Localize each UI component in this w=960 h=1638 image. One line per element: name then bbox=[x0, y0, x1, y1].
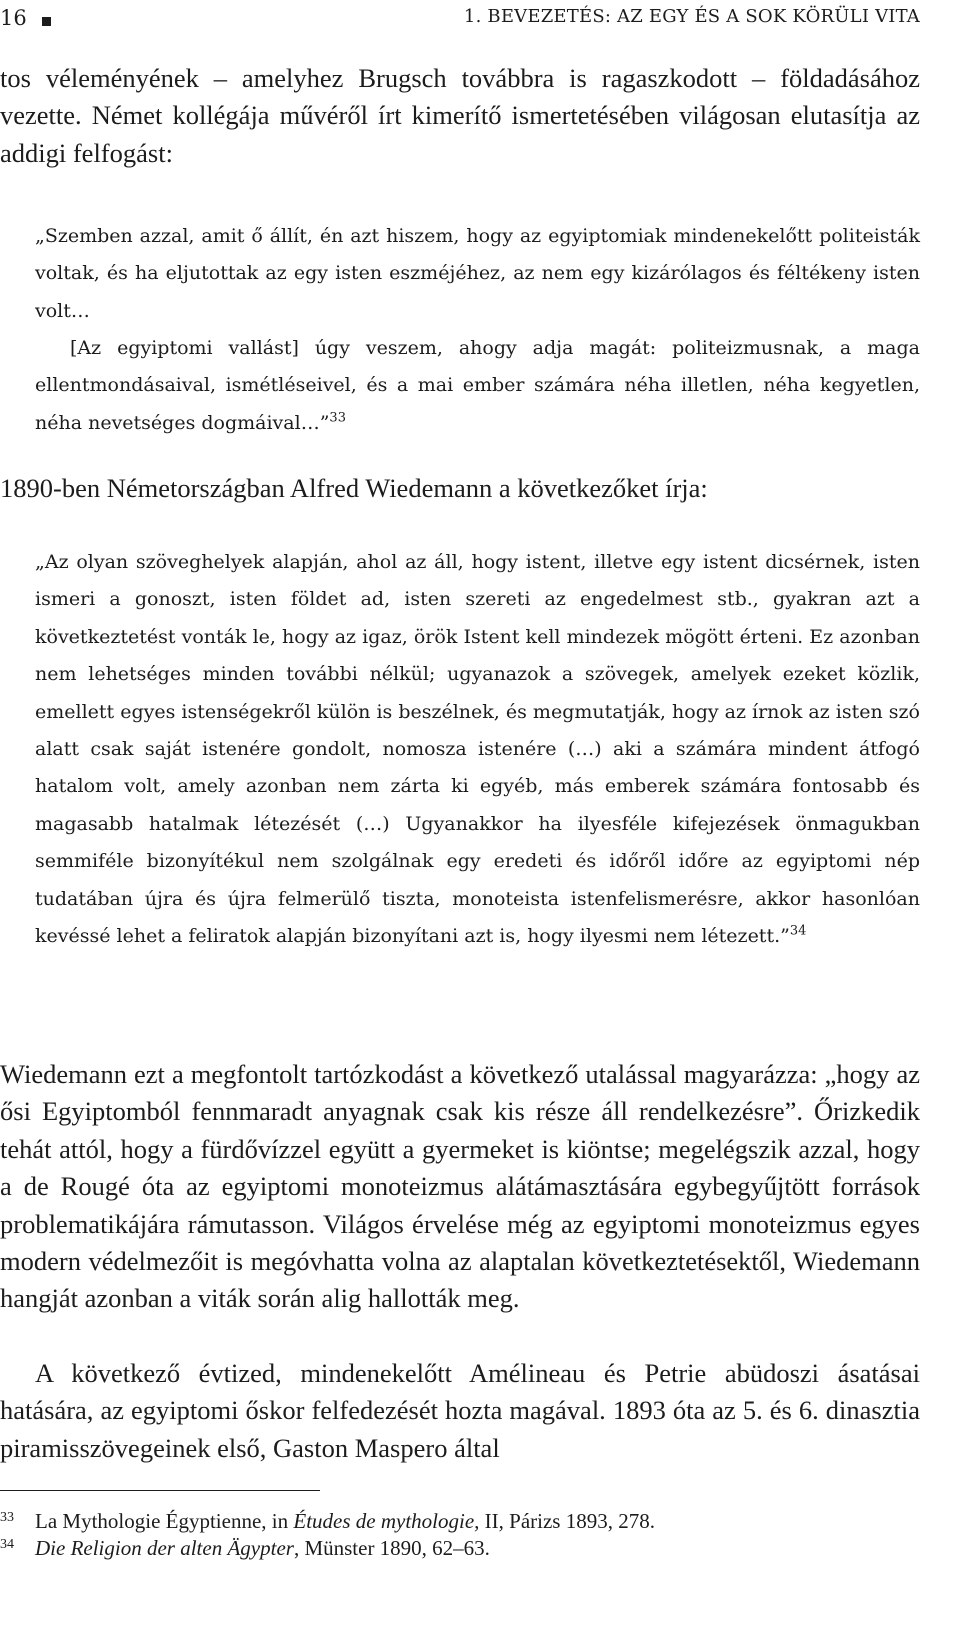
footnote-34-number: 34 bbox=[0, 1537, 14, 1552]
quote-2 bbox=[35, 544, 920, 955]
footnote-34 bbox=[0, 1535, 920, 1561]
footnote-33-pre: La Mythologie Égyptienne, in bbox=[35, 1509, 294, 1533]
body-paragraph-4: A következő évtized, mindenekelőtt Amélineau és Petrie abüdoszi ásatásai hatására, az egyiptomi őskor felfedezését hozta magával. 1893 óta az 5. és 6. dinasztia piramisszövegeinek első, Gaston Maspero által bbox=[0, 1358, 920, 1463]
quote-1-part-1: „Szemben azzal, amit ő állít, én azt hiszem, hogy az egyiptomiak mindenekelőtt politeisták voltak, és ha eljutottak az egy isten eszméjéhez, az nem egy kizárólagos és féltékeny isten volt… bbox=[35, 225, 920, 322]
body-paragraph-1: tos véleményének – amelyhez Brugsch továbbra is ragaszkodott – földadásához vezette. Német kollégája művéről írt kimerítő ismertetésében világosan elutasítja az addigi felfogást: bbox=[0, 63, 920, 168]
running-title: 1. BEVEZETÉS: AZ EGY ÉS A SOK KÖRÜLI VITA bbox=[463, 6, 920, 27]
footnote-33 bbox=[0, 1508, 920, 1534]
footnote-34-post: , Münster 1890, 62–63. bbox=[293, 1536, 490, 1560]
quote-1-part-2-text: [Az egyiptomi vallást] úgy veszem, ahogy adja magát: politeizmusnak, a maga ellentmondásaival, ismétléseivel, és a mai ember számára néha illetlen, néha kegyetlen, néha nevetséges dogmáival…” bbox=[35, 337, 920, 434]
footnote-33-title: Études de mythologie, bbox=[293, 1509, 480, 1533]
footnote-33-number: 33 bbox=[0, 1510, 14, 1525]
body-paragraph-2: 1890-ben Németországban Alfred Wiedemann a következőket írja: bbox=[0, 473, 708, 503]
footnote-34-title: Die Religion der alten Ägypter bbox=[35, 1536, 294, 1560]
footnote-33-post: II, Párizs 1893, 278. bbox=[479, 1509, 655, 1533]
footnote-ref-34[interactable]: 34 bbox=[789, 923, 807, 939]
quote-1-part-2 bbox=[35, 330, 920, 442]
footnote-separator bbox=[0, 1490, 320, 1491]
running-header bbox=[0, 6, 920, 36]
page-number: 16 bbox=[0, 6, 27, 30]
header-square-bullet bbox=[42, 17, 51, 26]
body-paragraph-3: Wiedemann ezt a megfontolt tartózkodást a következő utalással magyarázza: „hogy az ősi Egyiptomból fennmaradt anyagnak csak kis része áll rendelkezésre”. Őrizkedik tehát attól, hogy a fürdővízzel együtt a gyermeket is kiöntse; megelégszik azzal, hogy a de Rougé óta az egyiptomi monoteizmus alátámasztására egybegyűjtött források problematikájára rámutasson. Világos érvelése még az egyiptomi monoteizmus egyes modern védelmezőit is megóvhatta volna az alaptalan következtetésektől, Wiedemann hangját azonban a viták során alig hallották meg. bbox=[0, 1059, 920, 1314]
footnote-ref-33[interactable]: 33 bbox=[329, 410, 346, 426]
quote-2-text: „Az olyan szöveghelyek alapján, ahol az áll, hogy istent, illetve egy istent dicsérnek, isten ismeri a gonoszt, isten földet ad, isten szereti az engedelmest stb., gyakran azt a következtetést vonták le, hogy az igaz, örök Istent kell mindezek mögött érteni. Ez azonban nem lehetséges minden további nélkül; ugyanazok a szövegek, amelyek ezeket közlik, emellett egyes istenségekről külön is beszélnek, és megmutatják, hogy az írnok az isten szó alatt csak saját istenére gondolt, nomosza istenére (…) aki a számára mindent átfogó hatalom volt, amely azonban nem zárta ki egyéb, más emberek számára fontosabb és magasabb hatalmak létezését (…) Ugyanakkor ha ilyesféle kifejezések önmagukban semmiféle bizonyítékul nem szolgálnak egy eredeti és időről időre az egyiptomi nép tudatában újra és újra felmerülő tiszta, monoteista istenfelismerésre, akkor hasonlóan kevéssé lehet a feliratok alapján bizonyítani azt is, hogy ilyesmi nem létezett.” bbox=[35, 551, 920, 948]
